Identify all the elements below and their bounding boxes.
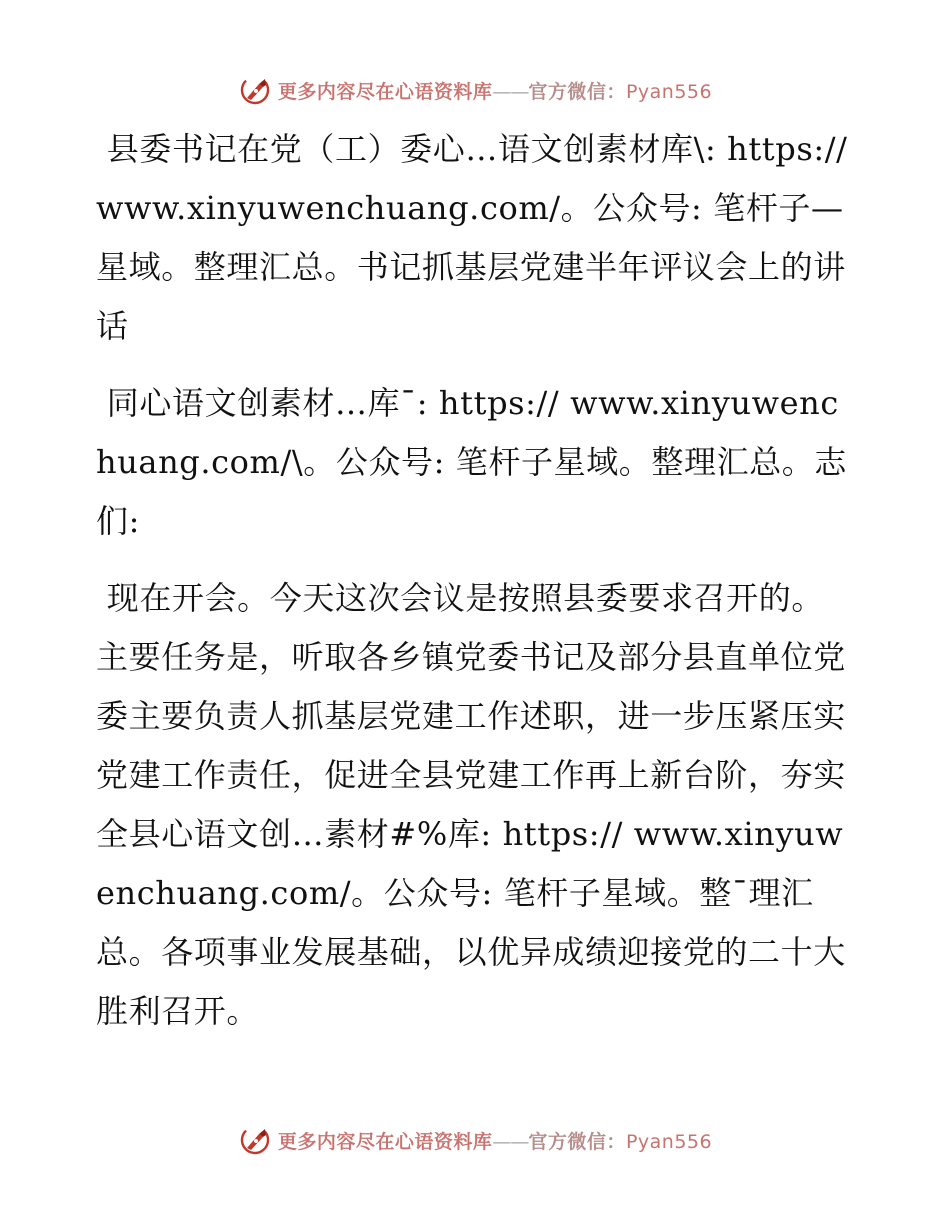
footer-wechat-id: Pyan556 xyxy=(625,1130,713,1153)
footer-banner-content xyxy=(238,1123,712,1157)
footer-dash: —— xyxy=(492,1130,529,1153)
paragraph-body: 现在开会。今天这次会议是按照县委要求召开的。主要任务是，听取各乡镇党委书记及部分县直单位党委主要负责人抓基层党建工作述职，进一步压紧压实党建工作责任，促进全县党建工作再上新台阶，夯实全县心语文创…素材#%库: https:// www.xinyuwenchuang.com/。公众号: 笔杆子星域。整¯理汇总。各项事业发展基础，以优异成绩迎接党的二十大胜利召开。 xyxy=(96,579,846,1030)
footer-official-label: 官方微信： xyxy=(528,1130,626,1153)
header-dash: —— xyxy=(492,80,529,103)
header-banner xyxy=(0,70,950,110)
footer-brand-text: 更多内容尽在心语资料库 xyxy=(277,1130,493,1153)
header-banner-text xyxy=(278,77,712,104)
pen-nib-logo-icon xyxy=(238,1123,272,1157)
footer-banner-text xyxy=(278,1127,712,1154)
footer-banner xyxy=(0,1120,950,1160)
header-brand-text: 更多内容尽在心语资料库 xyxy=(277,80,493,103)
document-body xyxy=(96,120,856,1059)
paragraph-title: 县委书记在党（工）委心…语文创素材库\: https://www.xinyuwenchuang.com/。公众号: 笔杆子—星域。整理汇总。书记抓基层党建半年评议会上的讲话 xyxy=(96,130,848,345)
pen-nib-logo-icon xyxy=(238,73,272,107)
header-banner-content xyxy=(238,73,712,107)
header-wechat-id: Pyan556 xyxy=(625,80,713,103)
paragraph-greeting: 同心语文创素材…库¯: https:// www.xinyuwenchuang.com/\。公众号: 笔杆子星域。整理汇总。志们: xyxy=(96,384,848,540)
header-official-label: 官方微信： xyxy=(528,80,626,103)
